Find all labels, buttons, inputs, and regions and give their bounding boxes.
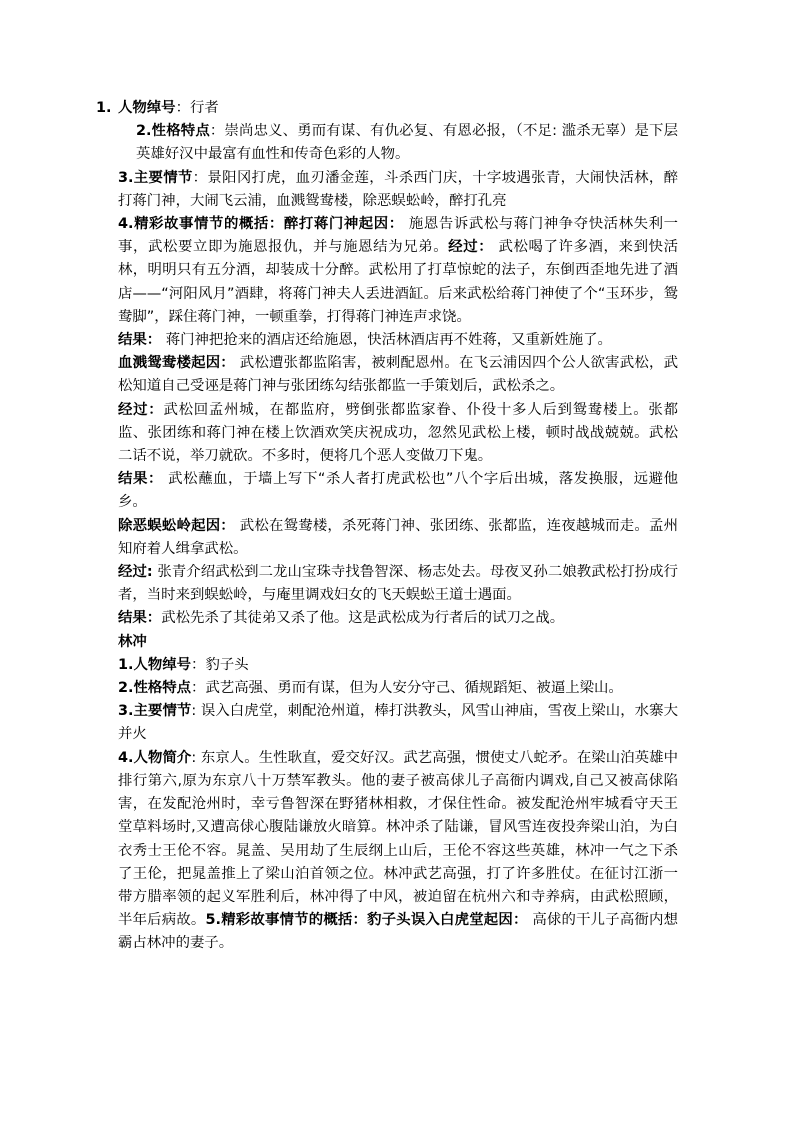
linchong-personality-label: 2.性格特点 (118, 680, 192, 697)
linchong-nickname-label: 1.人物绰号 (118, 656, 192, 673)
story-summary-label: 4.精彩故事情节的概括：醉打蒋门神起因： (118, 216, 404, 233)
linchong-intro-paragraph (118, 747, 678, 956)
linchong-plot-text: : 误入白虎堂，刺配沧州道，棒打洪教头，风雪山神庙，雪夜上梁山，水寨大并火 (118, 703, 678, 743)
nickname-label: 人物绰号 (118, 100, 176, 116)
story-cause-text: 施恩告诉武松与蒋门神争夺快活林失利一事，武松要立即为施恩报仇，并与施恩结为兄弟。 (118, 216, 678, 256)
section-wusong-item-1 (96, 97, 678, 120)
list-number: 1. (96, 100, 112, 116)
colon: ： (175, 100, 190, 116)
personality-paragraph (118, 120, 678, 166)
yuanyang-process-label: 经过： (118, 401, 164, 418)
linchong-story-label: 5.精彩故事情节的概括：豹子头误入白虎堂起因： (205, 912, 528, 929)
linchong-intro-text: : 东京人。生性耿直，爱交好汉。武艺高强，惯使丈八蛇矛。在梁山泊英雄中排行第六,原为东京八十万禁军教头。他的妻子被高俅儿子高衙内调戏,自己又被高俅陷害，在发配沧州时，幸亏鲁智深在野猪林相救，才保住性命。被发配沧州牢城看守天王堂草料场时,又遭高俅心腹陆谦放火暗算。林冲杀了陆谦，冒风雪连夜投奔梁山泊，为白衣秀士王伦不容。晁盖、吴用劫了生辰纲上山后，王伦不容这些英雄，林冲一气之下杀了王伦，把晁盖推上了梁山泊首领之位。林冲武艺高强，打了许多胜仗。在征讨江浙一带方腊率领的起义军胜利后，林冲得了中风，被迫留在杭州六和寺养病，由武松照顾，半年后病故。 (118, 749, 678, 929)
wugong-result-text: 武松先杀了其徒弟又杀了他。这是武松成为行者后的试刀之战。 (161, 610, 565, 627)
result-paragraph-1 (118, 329, 678, 352)
yuanyang-process-paragraph (118, 399, 678, 469)
personality-text: ：崇尚忠义、勇而有谋、有仇必复、有恩必报，（不足: 滥杀无辜）是下层英雄好汉中最富有血性和传奇色彩的人物。 (136, 123, 678, 163)
document-page (96, 97, 678, 956)
main-plot-paragraph (118, 167, 678, 213)
main-plot-text: ：景阳冈打虎，血刃潘金莲，斗杀西门庆，十字坡遇张青，大闹快活林，醉打蒋门神，大闹飞云浦，血溅鸳鸯楼，除恶蜈蚣岭，醉打孔亮 (118, 169, 678, 209)
linchong-nickname-paragraph (118, 654, 678, 677)
linchong-story-text: 高俅的干儿子高衙内想霸占林冲的妻子。 (118, 912, 678, 952)
personality-label: 2.性格特点 (136, 123, 210, 140)
wugong-cause-paragraph (118, 515, 678, 561)
wugong-process-text: 张青介绍武松到二龙山宝珠寺找鲁智深、杨志处去。母夜叉孙二娘教武松打扮成行者，当时来到蜈蚣岭，与庵里调戏妇女的飞天蜈蚣王道士遇面。 (118, 564, 678, 604)
yuanyang-result-text: 武松蘸血，于墙上写下“杀人者打虎武松也”八个字后出城，落发换服，远避他乡。 (118, 471, 678, 511)
linchong-intro-label: 4.人物简介 (118, 749, 192, 766)
main-plot-label: 3.主要情节 (118, 169, 193, 186)
story-summary-paragraph (118, 213, 678, 329)
linchong-plot-paragraph (118, 700, 678, 746)
wugong-process-paragraph (118, 561, 678, 607)
nickname-value: 行者 (189, 100, 219, 116)
wugong-result-label: 结果： (118, 610, 162, 627)
linchong-personality-text: ：武艺高强、勇而有谋，但为人安分守己、循规蹈矩、被逼上梁山。 (191, 680, 623, 697)
wugong-result-paragraph (118, 607, 678, 630)
linchong-plot-label: 3.主要情节 (118, 703, 192, 720)
wugong-cause-text: 武松在鸳鸯楼，杀死蒋门神、张团练、张都监，连夜越城而走。孟州知府着人缉拿武松。 (118, 517, 678, 557)
yuanyang-result-paragraph (118, 468, 678, 514)
yuanyang-result-label: 结果： (118, 471, 163, 488)
wugong-cause-label: 除恶蜈蚣岭起因： (118, 517, 235, 534)
linchong-nickname-text: ：豹子头 (191, 656, 249, 673)
result-text: 蒋门神把抢来的酒店还给施恩，快活林酒店再不姓蒋，又重新姓施了。 (161, 332, 612, 349)
section-title-linchong: 林冲 (118, 633, 147, 650)
wugong-process-label: 经过: (118, 564, 153, 581)
linchong-personality-paragraph (118, 677, 678, 700)
story-process-label: 经过： (448, 239, 494, 256)
yuanyang-cause-paragraph (118, 352, 678, 398)
yuanyang-process-text: 武松回孟州城，在都监府，劈倒张都监家眷、仆役十多人后到鸳鸯楼上。张都监、张团练和蒋门神在楼上饮酒欢笑庆祝成功，忽然见武松上楼，顿时战战兢兢。武松二话不说，举刀就砍。不多时，便将几个恶人变做刀下鬼。 (118, 401, 678, 465)
result-label: 结果： (118, 332, 162, 349)
yuanyang-cause-label: 血溅鸳鸯楼起因： (118, 355, 235, 372)
story-process-text: 武松喝了许多酒，来到快活林，明明只有五分酒，却装成十分醉。武松用了打草惊蛇的法子，东倒西歪地先进了酒店——“河阳风月”酒肆，将蒋门神夫人丢进酒缸。后来武松给蒋门神使了个“玉环步，鸳鸯脚”，踩住蒋门神，一顿重拳，打得蒋门神连声求饶。 (118, 239, 678, 325)
yuanyang-cause-text: 武松遭张都监陷害，被刺配恩州。在飞云浦因四个公人欲害武松，武松知道自己受诬是蒋门神与张团练勾结张都监一手策划后，武松杀之。 (118, 355, 678, 395)
